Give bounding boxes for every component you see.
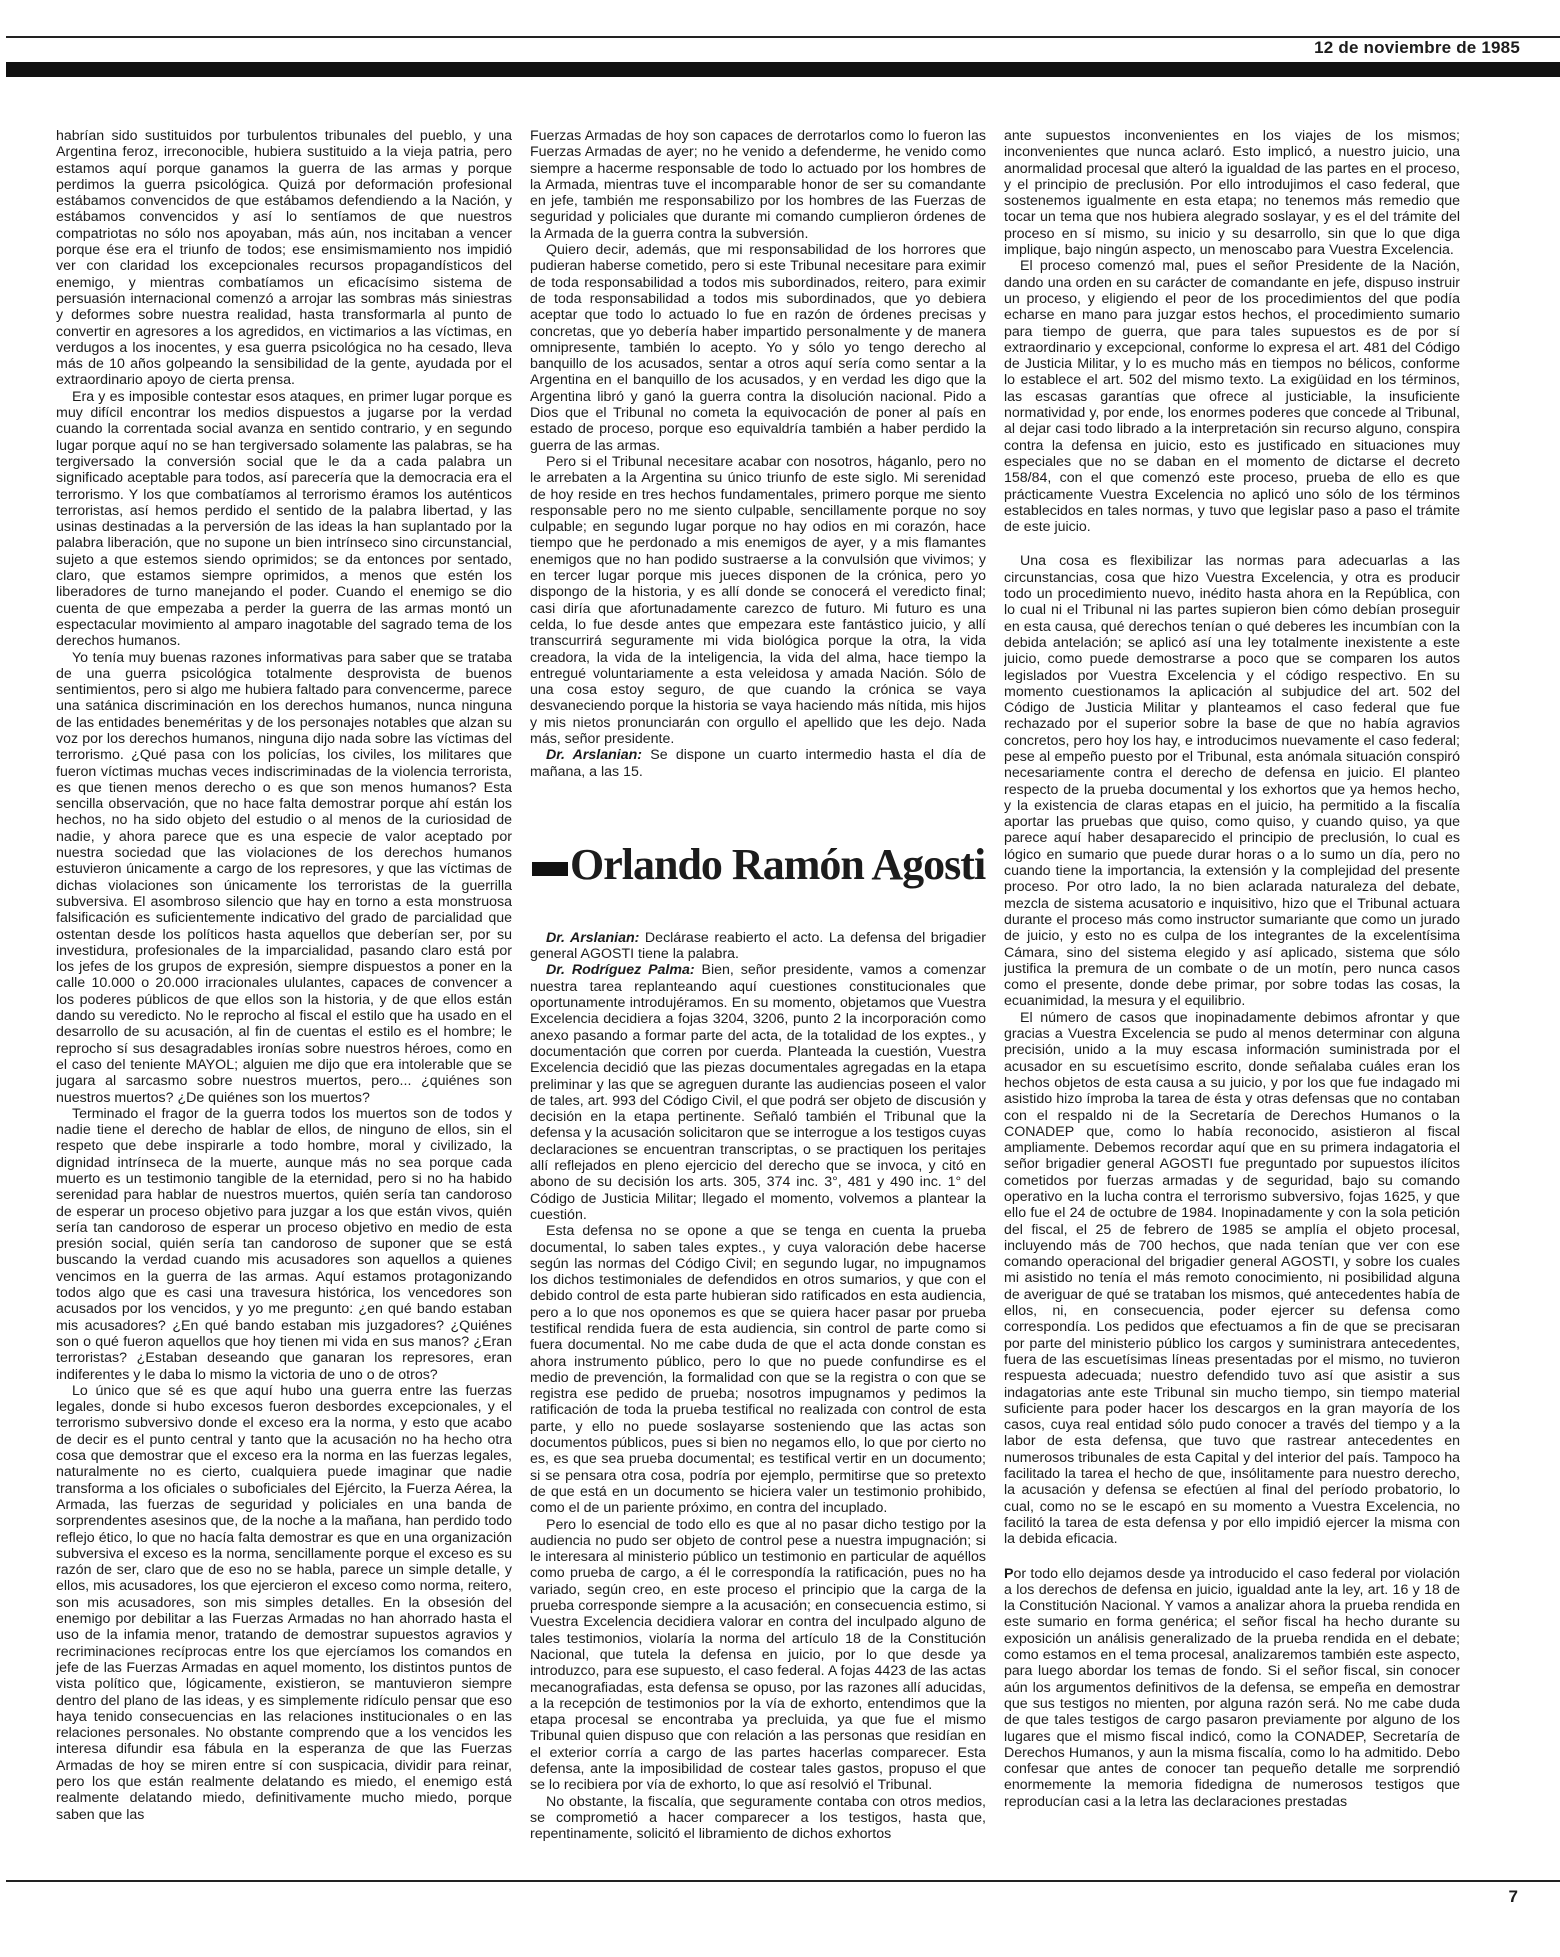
section-heading-text: Orlando Ramón Agosti [570,839,986,889]
paragraph: Lo único que sé es que aquí hubo una guerra entre las fuerzas legales, donde si hubo excesos fueron desbordes excepcionales, y el terrorismo subversivo donde el exceso era la norma, y esto que acabo de decir es el punto central y tanto que la acusación no ha hecho otra cosa que demostrar que el exceso era la norma en las fuerzas legales, naturalmente no es cierto, cualquiera puede imaginar que nadie transforma a los oficiales o suboficiales del Ejército, la Fuerza Aérea, la Armada, las fuerzas de seguridad y policiales en una banda de sorprendentes asesinos que, de la noche a la mañana, han perdido todo reflejo ético, lo que no hacía falta demostrar es que en una organización subversiva el exceso es la norma, sencillamente porque el exceso es su razón de ser, claro que de eso no se habla, parece un simple detalle, y ellos, mis acusadores, los que ejercieron el exceso como norma, reitero, son mis acusadores, son mis simples detalles. En la obsesión del enemigo por debilitar a las Fuerzas Armadas no han ahorrado hasta el uso de la infamia menor, tratando de demostrar supuestos agravios y recriminaciones recíprocas entre los que ejercíamos los comandos en jefe de las Fuerzas Armadas en aquel momento, los distintos puntos de vista político que, lógicamente, existieron, se mantuvieron siempre dentro del plano de las ideas, y es simplemente ridículo pensar que eso haya tenido consecuencias en las relaciones institucionales o en las relaciones personales. No obstante comprendo que a los vencidos les interesa difundir esa fábula en la esperanza de que las Fuerzas Armadas de hoy se miren entre sí con suspicacia, dividir para reinar, pero los que están realmente delatando es miedo, el enemigo está realmente delatando miedo, definitivamente mucho miedo, porque saben que las [56,1382,512,1823]
paragraph: Esta defensa no se opone a que se tenga en cuenta la prueba documental, lo saben tales exptes., y cuya valoración debe hacerse según las normas del Código Civil; en segundo lugar, no impugnamos los dichos testimoniales de defendidos en otros sumarios, y que con el debido control de esta parte hubieran sido ratificados en esta audiencia, pero a lo que nos oponemos es que se quiera hacer pasar por prueba testifical rendida fuera de esta audiencia, sin control de parte como si fuera documental. No me cabe duda de que el acta donde constan es ahora instrumento público, pero lo que no puede confundirse es el medio de prevención, la formalidad con que se la registra o con que se registra ese pedido de prueba; nosotros impugnamos y pedimos la ratificación de toda la prueba testifical no realizada con control de esta parte, y ello no puede soslayarse sosteniendo que las actas son documentos públicos, pues si bien no negamos ello, lo que por cierto no es, es que sea prueba documental; es testifical vertir en un documento; si se pensara otra cosa, podría por ejemplo, permitirse que so pretexto de que está en un documento se hiciera valer un testimonio prohibido, como el de un pariente próximo, en contra del incuplado. [530,1223,986,1517]
speech-text: Se dispone un cuarto intermedio hasta el día de mañana, a las 15. [530,747,986,780]
paragraph: habrían sido sustituidos por turbulentos tribunales del pueblo, y una Argentina feroz, irreconocible, hubiera sustituido a la vieja patria, pero estamos aquí porque ganamos la guerra de las armas y porque perdimos la guerra psicológica. Quizá por deformación profesional estábamos convencidos de que estábamos defendiendo a la Nación, y estábamos convencidos y así lo sentíamos de que nuestros compatriotas no sólo nos apoyaban, más aún, nos incitaban a vencer porque ése era el triunfo de todos; ese ensimismamiento nos impidió ver con claridad los excepcionales recursos propagandísticos del enemigo, y mientras combatíamos un eficacísimo sistema de persuasión internacional comenzó a arrojar las sombras más siniestras y deformes sobre nuestra realidad, hasta transformarla al punto de convertir en agresores a los agredidos, en victimarios a las víctimas, en verdugos a los inocentes, y esa guerra psicológica no ha cesado, lleva más de 10 años golpeando la sensibilidad de la gente, ayudada por el extraordinario apoyo de cierta prensa. [56,128,512,389]
article-columns [0,128,1560,1868]
column-1 [56,128,512,1868]
issue-date: 12 de noviembre de 1985 [1314,38,1520,57]
speaker-name: Dr. Arslanian: [546,929,640,946]
paragraph: Pero lo esencial de todo ello es que al no pasar dicho testigo por la audiencia no pudo ser objeto de control pese a nuestra impugnación; si le interesara al ministerio público un testimonio en particular de aquéllos como prueba de cargo, a él le correspondía la ratificación, pues no ha variado, según creo, en este proceso el principio que la carga de la prueba corresponde siempre a la acusación; en consecuencia estimo, si Vuestra Excelencia decidiera valorar en contra del inculpado alguno de tales testimonios, violaría la norma del artículo 18 de la Constitución Nacional, que tutela la defensa en juicio, por lo que desde ya introduzco, para ese supuesto, el caso federal. A fojas 4423 de las actas mecanografiadas, esta defensa se opuso, por las razones allí aducidas, a la recepción de testimonios por la vía de exhorto, entendimos que la etapa procesal se encontraba ya precluida, ya que fue el mismo Tribunal quien dispuso que con relación a las personas que residían en el exterior corría a cargo de las partes hacerlas comparecer. Esta defensa, ante la imposibilidad de costear tales gastos, propuso el que se lo recibiera por vía de exhorto, lo que así resolvió el Tribunal. [530,1516,986,1794]
column-2 [530,128,986,1868]
initial-letter: P [1004,1565,1014,1582]
speaker-name: Dr. Arslanian: [546,747,643,764]
paragraph: No obstante, la fiscalía, que seguramente contaba con otros medios, se comprometió a hacer comparecer a los testigos, hasta que, repentinamente, solicitó el libramiento de dichos exhortos [530,1793,986,1843]
speaker-paragraph [530,930,986,963]
paragraph: Fuerzas Armadas de hoy son capaces de derrotarlos como lo fueron las Fuerzas Armadas de ayer; no he venido a defenderme, he venido como siempre a hacerme responsable de todo lo actuado por los hombres de la Armada, mientras tuve el incomparable honor de ser su comandante en jefe, también me responsabilizo por los hombres de las Fuerzas de seguridad y policiales que durante mi comando cumplieron órdenes de la Armada de la guerra contra la subversión. [530,128,986,242]
paragraph: Quiero decir, además, que mi responsabilidad de los horrores que pudieran haberse cometido, pero si este Tribunal necesitare para eximir de toda responsabilidad a todos mis subordinados, reitero, para eximir de toda responsabilidad a todos mis subordinados, que yo debiera aceptar que todo lo actuado lo fue en razón de órdenes precisas y concretas, que yo debería haber impartido personalmente y de manera omnipresente, también lo acepto. Yo y sólo yo tengo derecho al banquillo de los acusados, sentar a otros aquí sería como sentar a la Argentina en el banquillo de los acusados, y en verdad les digo que la Argentina libró y ganó la guerra contra la disolución nacional. Pido a Dios que el Tribunal no cometa la equivocación de poner al país en estado de proceso, porque eso equivaldría también a haber perdido la guerra de las armas. [530,242,986,454]
header-band [6,62,1560,77]
paragraph: ante supuestos inconvenientes en los viajes de los mismos; inconvenientes que nunca aclaró. Esto implicó, a nuestro juicio, una anormalidad procesal que alteró la igualdad de las partes en el proceso, y el principio de preclusión. Por ello introdujimos el caso federal, que sostenemos igualmente en esta etapa; no tenemos más remedio que tocar un tema que nos hubiera alegrado soslayar, y es el del trámite del proceso en sí mismo, su inicio y su desarrollo, sin que lo que diga implique, bajo ningún aspecto, un menoscabo para Vuestra Excelencia. [1004,128,1460,259]
paragraph: Yo tenía muy buenas razones informativas para saber que se trataba de una guerra psicológica totalmente desprovista de buenos sentimientos, pero si algo me hubiera faltado para convencerme, parece una satánica discriminación en los derechos humanos, nunca ninguna de las entidades beneméritas y de los personajes notables que alzan su voz por los derechos humanos, ninguna dijo nada sobre las víctimas del terrorismo. ¿Qué pasa con los policías, los civiles, los militares que fueron víctimas muchas veces indiscriminadas de la violencia terrorista, es que tienen menos derecho o es que son menos humanos? Esta sencilla observación, que no hace falta demostrar porque ahí están los hechos, no ha sido objeto del estudio o al menos de la curiosidad de nadie, y ahora parece que es una especie de valor aceptado por nuestra sociedad que las violaciones de los derechos humanos estuvieron únicamente a cargo de los represores, y que las víctimas de dichas violaciones son únicamente los terroristas de la guerrilla subversiva. El asombroso silencio que hay en torno a esta monstruosa falsificación es suficientemente indicativo del grado de parcialidad que ostentan desde los políticos hasta aquellos que deberían ser, por su investidura, profesionales de la imparcialidad, pasando claro está por los jefes de los grupos de expresión, siempre dispuestos a poner en la calle 10.000 o 20.000 irracionales ululantes, capaces de convencer a los poderes públicos de que ellos son la historia, y de que ellos están dando su veredicto. No le reprocho al fiscal el estilo que ha usado en el desarrollo de su acusación, al fin de cuentas el estilo es el hombre; le reprocho sí sus desagradables ironías sobre nuestros héroes, como en el caso del teniente MAYOL; alguien me dijo que era intolerable que se jugara al sarcasmo sobre nuestros muertos, pero... ¿quiénes son nuestros muertos? ¿De quiénes son los muertos? [56,649,512,1106]
paragraph: El número de casos que inopinadamente debimos afrontar y que gracias a Vuestra Excelencia se pudo al menos determinar con alguna precisión, unido a la muy escasa información suministrada por el acusador en su escuetísimo escrito, donde señalaba cuáles eran los hechos objetos de esta causa a su juicio, y por los que fue indagado mi asistido hizo ímproba la tarea de ésta y otras defensas que no contaban con el respaldo ni de la Secretaría de Derechos Humanos o la CONADEP que, como lo había reconocido, asistieron al fiscal ampliamente. Debemos recordar aquí que en su primera indagatoria el señor brigadier general AGOSTI fue preguntado por supuestos ilícitos cometidos por fuerzas armadas y de seguridad, bajo su comando operativo en la lucha contra el terrorismo subversivo, fojas 1625, y que ello fue el 24 de octubre de 1984. Inopinadamente y con la sola petición del fiscal, el 25 de febrero de 1985 se amplía el objeto procesal, incluyendo más de 700 hechos, que nada tenían que ver con ese comando operacional del brigadier general AGOSTI, y sobre los cuales mi asistido no tenía el más remoto conocimiento, ni posibilidad alguna de averiguar de qué se trataban los mismos, qué antecedentes había de ellos, ni, en consecuencia, poder ejercer su defensa como correspondía. Los pedidos que efectuamos a fin de que se precisaran por parte del ministerio público los cargos y suministrara antecedentes, fuera de las escuetísimas líneas presentadas por el mismo, no tuvieron respuesta adecuada; nuestro defendido tuvo así que asistir a sus indagatorias ante este Tribunal sin mucho tiempo, sin tiempo material suficiente para poder hacer los descargos en la gran mayoría de los casos, cuya real entidad sólo pudo conocer a través del tiempo y a la labor de esta defensa, que tuvo que rastrear antecedentes en numerosos tribunales de esta Capital y del interior del país. Tampoco ha facilitado la tarea el hecho de que, insólitamente para nuestro derecho, la acusación y defensa se efectúen al final del período probatorio, lo cual, como no se le escapó en su momento a Vuestra Excelencia, no facilitó la tarea de esta defensa y por ello impidió ejercer la misma con la debida eficacia. [1004,1009,1460,1548]
paragraph: Era y es imposible contestar esos ataques, en primer lugar porque es muy difícil encontrar los medios dispuestos a jugarse por la verdad cuando la correntada social avanza en sentido contrario, y en segundo lugar porque aquí no se han tergiversado solamente las palabras, se ha tergiversado la conversión social que le da a cada palabra un significado aceptable para todos, así parecería que la democracia era el terrorismo. Y los que combatíamos al terrorismo éramos los auténticos terroristas, así hemos perdido el sentido de la palabra libertad, y las usinas destinadas a la perversión de las ideas la han suplantado por la palabra liberación, que no supone un bien intrínseco sino circunstancial, sujeto a que estemos siendo oprimidos; se da entonces por sentado, claro, que estamos siempre oprimidos, a menos que estén los liberadores de turno manejando el poder. Cuando el enemigo se dio cuenta de que empezaba a perder la guerra de las armas montó un espectacular movimiento al amparo inagotable del sagrado tema de los derechos humanos. [56,388,512,650]
speaker-name: Dr. Rodríguez Palma: [546,962,695,979]
section-heading [530,840,986,890]
bottom-rule [6,1880,1560,1882]
speaker-paragraph [530,962,986,1223]
paragraph: El proceso comenzó mal, pues el señor Presidente de la Nación, dando una orden en su carácter de comandante en jefe, dispuso instruir un proceso, y eligiendo el peor de los procedimientos del que podía echarse en mano para juzgar estos hechos, el procedimiento sumario para tiempo de guerra, que para tales supuestos es de por sí extraordinario y excepcional, conforme lo expresa el art. 481 del Código de Justicia Militar, y lo es mucho más en tiempos no bélicos, conforme lo establece el art. 502 del mismo texto. La exigüidad en los términos, las escasas garantías que ofrece al justiciable, la insuficiente normatividad y, por ende, los enormes poderes que concede al Tribunal, al dejar casi todo librado a la interpretación sin recurso alguno, conspira contra la defensa en juicio, esto es justificado en situaciones muy especiales que no se daban en el momento de dictarse el decreto 158/84, con el que comenzó este proceso, prueba de ello es que prácticamente Vuestra Excelencia no aplicó uno sólo de los términos establecidos en tales normas, y tuvo que legislar paso a paso el trámite de este juicio. [1004,258,1460,536]
final-paragraph-text: or todo ello dejamos desde ya introducido el caso federal por violación a los derechos de defensa en juicio, igualdad ante la ley, art. 16 y 18 de la Constitución Nacional. Y vamos a analizar ahora la prueba rendida en este sumario en forma genérica; el señor fiscal ha hecho durante su exposición un análisis generalizado de la prueba rendida en el debate; como estamos en el tema procesal, analizaremos también este aspecto, para luego abordar los temas de fondo. Si el señor fiscal, sin conocer aún los argumentos definitivos de la defensa, se empeña en demostrar que sus testigos no mienten, por alguna razón será. No me cabe duda de que tales testigos de cargo pasaron previamente por alguno de los lugares que el mismo fiscal indicó, como la CONADEP, Secretaría de Derechos Humanos, y aun la misma fiscalía, como lo ha admitido. Debo confesar que antes de conocer tan pequeño detalle me sorprendió enormemente la memoria fidedigna de numerosos testigos que reproducían casi a la letra las declaraciones prestadas [1004,1565,1460,1810]
paragraph-gap [1004,1548,1460,1566]
speaker-paragraph [530,747,986,780]
heading-bar-left [532,862,568,876]
column-3 [1004,128,1460,1868]
speech-text: Declárase reabierto el acto. La defensa del brigadier general AGOSTI tiene la palabra. [530,929,986,963]
speech-text: Bien, señor presidente, vamos a comenzar nuestra tarea replanteando aquí cuestiones constitucionales que oportunamente introdujéramos. En su momento, objetamos que Vuestra Excelencia decidiera a fojas 3204, 3206, punto 2 la incorporación como anexo pasando a formar parte del acta, de la totalidad de los exptes., y documentación que corren por cuerda. Planteada la cuestión, Vuestra Excelencia decidió que las piezas documentales agregadas en la etapa preliminar y las que se agreguen durante las audiencias poseen el valor de tales, art. 993 del Código Civil, el que podrá ser objeto de discusión y decisión en la etapa pertinente. Señaló también el Tribunal que la defensa y la acusación solicitaron que se interrogue a los testigos cuyas declaraciones se encuentran transcriptas, o se practiquen los peritajes allí reflejados en pleno ejercicio del derecho que se invoca, y citó en abono de su decisión los arts. 305, 374 inc. 3°, 481 y 490 inc. 1° del Código de Justicia Militar; llegado el momento, volvemos a plantear la cuestión. [530,962,986,1223]
page-number: 7 [1508,1887,1518,1906]
paragraph: Terminado el fragor de la guerra todos los muertos son de todos y nadie tiene el derecho de hablar de ellos, de ninguno de ellos, sin el respeto que debe inspirarle a todo hombre, moral y civilizado, la dignidad intrínseca de la muerte, aunque más no sea porque cada muerto es un testimonio tangible de la eternidad, pero si no ha habido serenidad para hablar de nuestros muertos, quién sería tan candoroso de esperar un proceso objetivo para juzgar a los que están vivos, quién sería tan candoroso de esperar un proceso objetivo en medio de esta presión social, quién sería tan candoroso de suponer que se está buscando la verdad cuando mis acusadores son aquellos a quienes vencimos en la guerra de las armas. Aquí estamos protagonizando todos algo que es casi una travesura histórica, los vencedores son acusados por los vencidos, y yo me pregunto: ¿en qué bando estaban mis acusadores? ¿En qué bando estaban mis juzgadores? ¿Quiénes son o qué fueron aquellos que hoy tienen mi vida en sus manos? ¿Eran terroristas? ¿Estaban deseando que ganaran los represores, eran indiferentes y le daba lo mismo la victoria de uno o de otros? [56,1105,512,1383]
paragraph: Una cosa es flexibilizar las normas para adecuarlas a las circunstancias, cosa que hizo Vuestra Excelencia, y otra es producir todo un procedimiento nuevo, inédito hasta ahora en la República, con lo cual ni el Tribunal ni las partes supieron bien cómo debían proseguir en esta causa, qué derechos tenían o qué deberes les incumbían con la debida antelación; se aplicó así una ley totalmente inexistente a este juicio, como puede demostrarse a poco que se comparen los autos legislados por Vuestra Excelencia y el código respectivo. En su momento cuestionamos la aplicación al subjudice del art. 502 del Código de Justicia Militar y planteamos el caso federal que fue rechazado por el superior sobre la base de que no había agravios concretos, pero hoy los hay, e introducimos nuevamente el caso federal; pese al empeño puesto por el Tribunal, esta anómala situación conspiró necesariamente contra el derecho de defensa en juicio. El planteo respecto de la prueba documental y los exhortos que ya hemos hecho, y la existencia de claras etapas en el juicio, ha permitido a la fiscalía aportar las pruebas que quiso, como quiso, y cuando quiso, ya que parece aquí haber desaparecido el principio de preclusión, lo cual es lógico en sumario que puede durar horas o a lo sumo un día, pero no cuando tiene la importancia, la extensión y la complejidad del presente proceso. Por otro lado, la no bien aclarada naturaleza del debate, mezcla de sistema acusatorio e inquisitivo, hizo que el Tribunal actuara durante el proceso más como instructor sumariante que como un jurado de juicio, y esto no es culpa de los integrantes de la excelentísima Cámara, sino del sistema elegido y así aplicado, sistema que sólo justifica la premura de un combate o de un motín, pero nunca casos como el presente, donde debe primar, por sobre todas las cosas, la ecuanimidad, la mesura y el equilibrio. [1004,553,1460,1010]
final-paragraph [1004,1566,1460,1810]
paragraph: Pero si el Tribunal necesitare acabar con nosotros, háganlo, pero no le arrebaten a la Argentina su único triunfo de este siglo. Mi serenidad de hoy reside en tres hechos fundamentales, primero porque me siento responsable pero no me siento culpable, sencillamente porque no soy culpable; en segundo lugar porque no hay odios en mi corazón, hace tiempo que he perdonado a mis enemigos de ayer, y a mis flamantes enemigos que no han podido sustraerse a la convulsión que vivimos; y en tercer lugar porque mis jueces disponen de la crónica, pero yo dispongo de la historia, y es allí donde se conocerá el veredicto final; casi diría que afortunadamente carezco de futuro. Mi futuro es una celda, lo fue desde antes que empezara este fantástico juicio, y allí transcurrirá seguramente mi vida biológica porque la otra, la vida creadora, la vida de la inteligencia, la vida del alma, hace tiempo la entregué voluntariamente a esta veleidosa y amada Nación. Sólo de una cosa estoy seguro, de que cuando la crónica se vaya desvaneciendo porque la historia se vaya haciendo más nítida, mis hijos y mis nietos pronunciarán con orgullo el apellido que les dejo. Nada más, señor presidente. [530,453,986,747]
paragraph-gap [1004,535,1460,553]
